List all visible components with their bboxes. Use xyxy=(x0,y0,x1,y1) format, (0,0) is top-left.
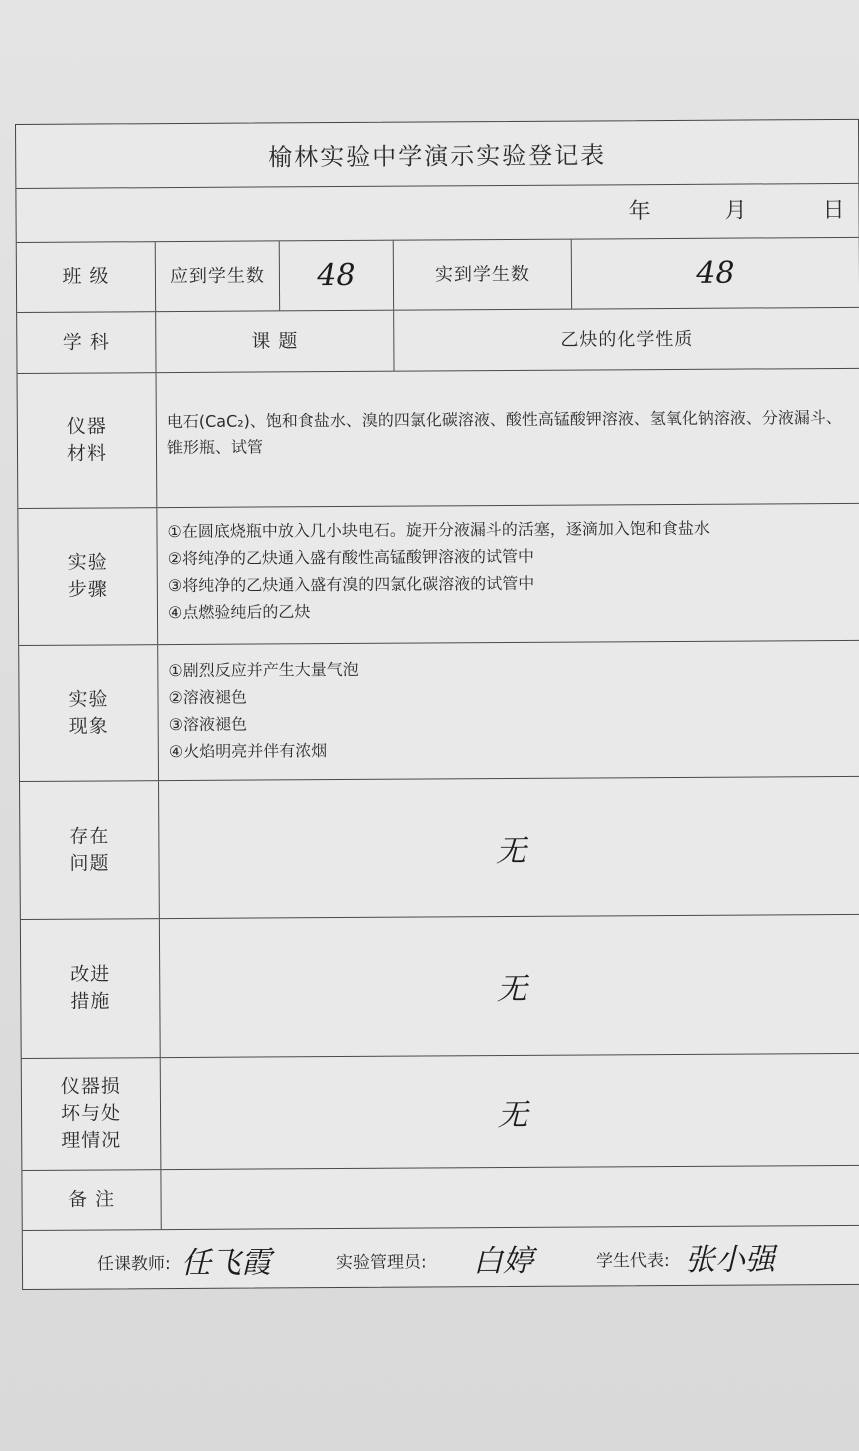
materials-row xyxy=(18,369,859,509)
subject-row xyxy=(17,308,859,374)
improvements-row xyxy=(21,915,859,1059)
registration-form xyxy=(15,119,859,1290)
steps-row xyxy=(18,504,859,646)
teacher-label: 任课教师: xyxy=(96,1254,171,1275)
problems-label-line1: 存在 xyxy=(69,824,110,848)
remarks-label: 备 注 xyxy=(67,1188,116,1211)
step-item: ④点燃验纯后的乙炔 xyxy=(167,602,311,623)
teacher-signature: 任飞霞 xyxy=(180,1245,272,1282)
problems-value: 无 xyxy=(495,833,527,869)
problems-label-line2: 问题 xyxy=(69,851,110,875)
materials-label-line1: 仪器 xyxy=(66,415,107,438)
admin-signature: 白婷 xyxy=(472,1243,534,1280)
phenomena-label-line2: 现象 xyxy=(68,714,109,738)
phenomenon-item: ③溶液褪色 xyxy=(168,714,248,735)
phenomenon-item: ④火焰明亮并伴有浓烟 xyxy=(168,741,328,762)
day-label: 日 xyxy=(822,197,846,224)
phenomenon-item: ①剧烈反应并产生大量气泡 xyxy=(168,659,359,681)
form-title: 榆林实验中学演示实验登记表 xyxy=(268,141,607,172)
phenomena-list xyxy=(158,641,859,780)
title-row xyxy=(16,120,858,189)
damage-label-line1: 仪器损 xyxy=(60,1075,121,1098)
damage-label-line3: 理情况 xyxy=(61,1129,122,1152)
step-item: ②将纯净的乙炔通入盛有酸性高锰酸钾溶液的试管中 xyxy=(167,546,535,569)
class-row xyxy=(17,238,859,313)
phenomena-row xyxy=(19,641,859,782)
subject-label: 学 科 xyxy=(62,330,110,354)
damage-row xyxy=(22,1054,859,1171)
student-label: 学生代表: xyxy=(595,1251,670,1272)
improvements-label-line2: 措施 xyxy=(70,990,111,1013)
student-signature: 张小强 xyxy=(684,1242,776,1278)
month-label: 月 xyxy=(724,198,748,224)
damage-value: 无 xyxy=(497,1097,528,1133)
improvements-value: 无 xyxy=(496,971,527,1008)
class-label: 班 级 xyxy=(62,265,110,288)
materials-text: 电石(CaC₂)、饱和食盐水、溴的四氯化碳溶液、酸性高锰酸钾溶液、氢氧化钠溶液、分液漏斗、锥形瓶、试管 xyxy=(166,407,842,458)
steps-list xyxy=(157,504,859,644)
remarks-row xyxy=(22,1166,859,1231)
improvements-label-line1: 改进 xyxy=(70,963,111,986)
problems-row xyxy=(20,777,859,920)
phenomena-label-line1: 实验 xyxy=(68,687,109,711)
admin-label: 实验管理员: xyxy=(335,1252,427,1274)
signature-row xyxy=(23,1226,859,1289)
topic-label: 课 题 xyxy=(251,329,299,353)
phenomenon-item: ②溶液褪色 xyxy=(168,687,247,708)
step-item: ③将纯净的乙炔通入盛有溴的四氯化碳溶液的试管中 xyxy=(167,573,535,596)
expected-count-value: 48 xyxy=(317,257,356,294)
year-label: 年 xyxy=(628,199,652,225)
steps-label-line1: 实验 xyxy=(67,551,108,574)
date-row xyxy=(16,184,858,243)
materials-label-line2: 材料 xyxy=(66,442,108,465)
step-item: ①在圆底烧瓶中放入几小块电石。旋开分液漏斗的活塞，逐滴加入饱和食盐水 xyxy=(167,518,710,542)
steps-label-line2: 步骤 xyxy=(67,578,108,601)
damage-label-line2: 坏与处 xyxy=(60,1102,122,1125)
actual-count-label: 实到学生数 xyxy=(434,263,530,286)
expected-count-label: 应到学生数 xyxy=(169,265,265,288)
topic-value: 乙炔的化学性质 xyxy=(560,328,694,351)
actual-count-value: 48 xyxy=(696,255,735,291)
